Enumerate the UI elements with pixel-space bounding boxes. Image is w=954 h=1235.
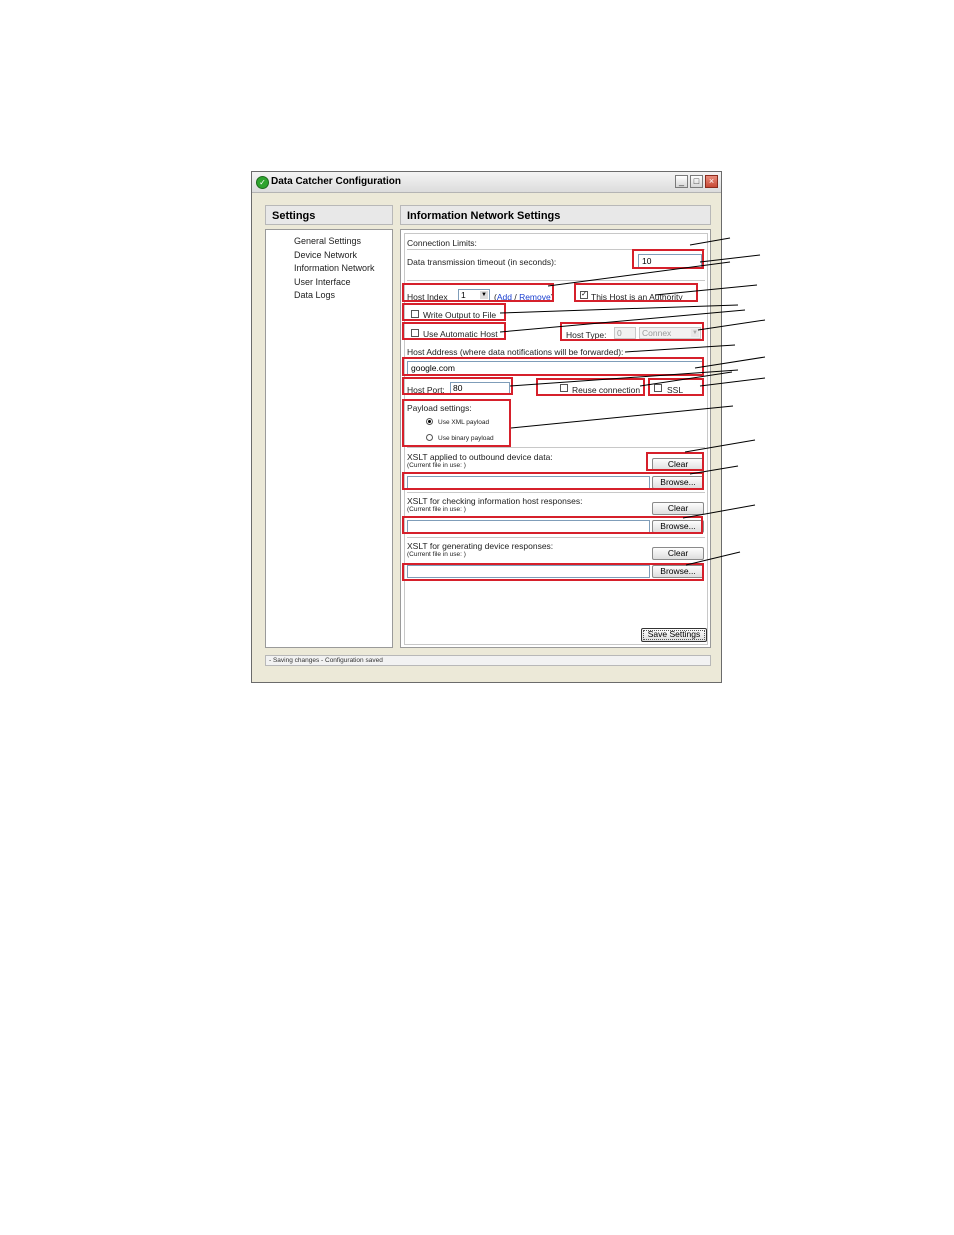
- xslt-outbound-browse-button[interactable]: Browse...: [652, 476, 704, 489]
- chevron-down-icon: ▼: [692, 330, 698, 336]
- host-port-label: Host Port:: [407, 385, 445, 395]
- sidebar-item-user-interface[interactable]: User Interface: [294, 277, 351, 287]
- connection-limits-label: Connection Limits:: [407, 238, 477, 248]
- leader-line: [690, 238, 730, 245]
- add-host-link[interactable]: Add: [496, 292, 512, 302]
- maximize-button[interactable]: □: [690, 175, 703, 188]
- host-index-label: Host Index: [407, 292, 448, 302]
- leader-line: [686, 552, 740, 565]
- leader-line: [683, 505, 755, 518]
- host-type-label: Host Type:: [566, 330, 607, 340]
- host-index-value: 1: [461, 290, 466, 300]
- leader-line: [548, 262, 730, 286]
- xslt-generate-clear-button[interactable]: Clear: [652, 547, 704, 560]
- authority-checkbox[interactable]: ✓: [581, 291, 587, 298]
- host-port-input[interactable]: 80: [450, 382, 510, 394]
- remove-host-link[interactable]: Remove: [519, 292, 551, 302]
- sidebar-header: Settings: [265, 205, 393, 225]
- leader-line: [511, 406, 733, 428]
- authority-label: This Host is an Authority: [591, 292, 683, 302]
- leader-line: [510, 370, 738, 386]
- leader-line: [695, 357, 765, 368]
- payload-label: Payload settings:: [407, 403, 472, 413]
- xslt-check-clear-button[interactable]: Clear: [652, 502, 704, 515]
- xml-payload-label: Use XML payload: [438, 419, 490, 426]
- status-bar: - Saving changes - Configuration saved: [265, 655, 711, 666]
- leader-line: [500, 305, 738, 313]
- minimize-button[interactable]: _: [675, 175, 688, 188]
- xslt-generate-current: (Current file in use: ): [407, 551, 466, 558]
- xslt-generate-browse-button[interactable]: Browse...: [652, 565, 704, 578]
- save-settings-button[interactable]: Save Settings: [641, 628, 707, 642]
- xslt-check-current: (Current file in use: ): [407, 506, 466, 513]
- close-button[interactable]: ×: [705, 175, 718, 188]
- leader-line: [700, 378, 765, 386]
- leader-line: [700, 255, 760, 262]
- leader-line: [625, 345, 735, 352]
- timeout-input[interactable]: 10: [638, 254, 702, 268]
- leader-line: [685, 440, 755, 452]
- host-address-input[interactable]: google.com: [407, 361, 703, 375]
- write-output-label: Write Output to File: [423, 310, 497, 320]
- binary-payload-label: Use binary payload: [438, 435, 494, 442]
- host-address-label: Host Address (where data notifications will be forwarded):: [407, 347, 624, 357]
- main-header: Information Network Settings: [400, 205, 711, 225]
- leader-line: [698, 320, 765, 330]
- host-links: (Add / Remove): [494, 292, 554, 302]
- automatic-host-label: Use Automatic Host: [423, 329, 498, 339]
- xslt-outbound-title: XSLT applied to outbound device data:: [407, 452, 553, 462]
- sidebar-item-general-settings[interactable]: General Settings: [294, 236, 362, 246]
- leader-line: [655, 285, 757, 295]
- xslt-check-title: XSLT for checking information host responses:: [407, 496, 583, 506]
- ssl-label: SSL: [667, 385, 684, 395]
- window-title: Data Catcher Configuration: [271, 176, 402, 187]
- chevron-down-icon: ▼: [481, 292, 487, 298]
- xslt-generate-title: XSLT for generating device responses:: [407, 541, 554, 551]
- sidebar-item-information-network[interactable]: Information Network: [294, 263, 375, 273]
- xslt-check-browse-button[interactable]: Browse...: [652, 520, 704, 533]
- app-check-icon: ✓: [256, 176, 269, 189]
- host-type-number: 0: [614, 327, 636, 339]
- timeout-label: Data transmission timeout (in seconds):: [407, 257, 557, 267]
- leader-line: [690, 466, 738, 474]
- host-type-value: Connex: [642, 328, 672, 338]
- sidebar-item-device-network[interactable]: Device Network: [294, 250, 358, 260]
- sidebar-item-data-logs[interactable]: Data Logs: [294, 290, 336, 300]
- reuse-connection-label: Reuse connection: [572, 385, 641, 395]
- xslt-outbound-clear-button[interactable]: Clear: [652, 458, 704, 471]
- xslt-outbound-current: (Current file in use: ): [407, 462, 466, 469]
